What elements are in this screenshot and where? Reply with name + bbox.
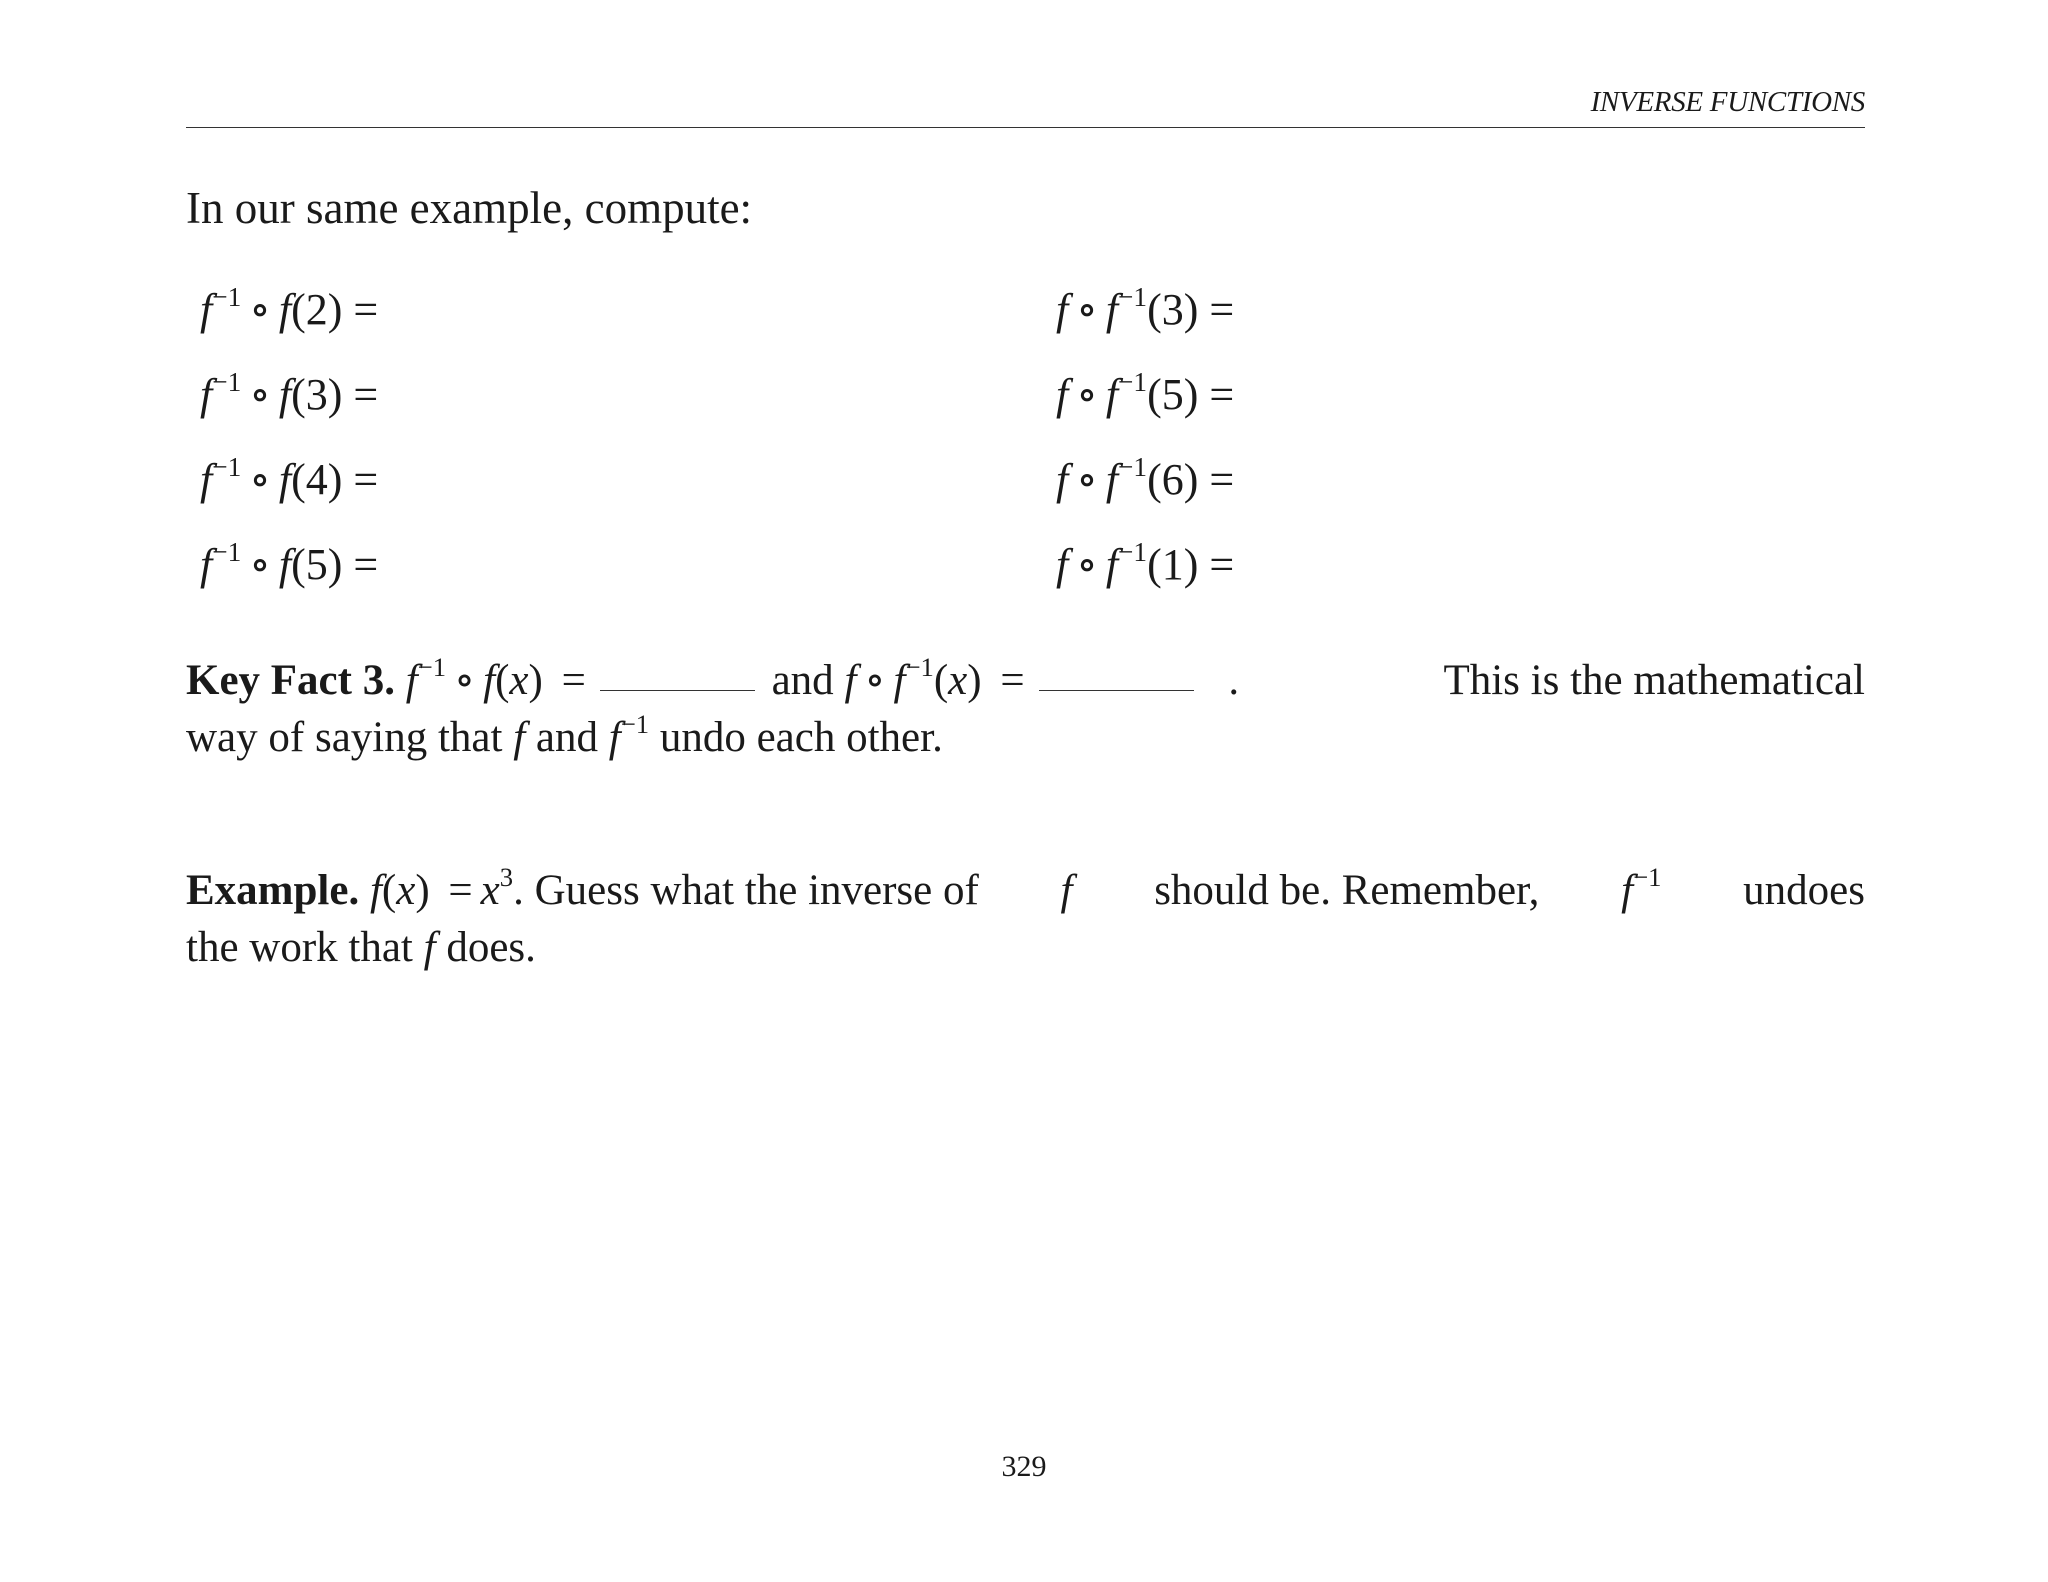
conjunction: and — [535, 714, 598, 761]
argument: (3) — [291, 370, 343, 419]
right-expression — [1056, 451, 1235, 505]
composition-symbol: ∘ — [249, 540, 271, 589]
function-symbol: f — [1056, 540, 1069, 589]
inverse-exponent: −1 — [1118, 536, 1148, 567]
inverse-exponent: −1 — [417, 652, 447, 683]
function-symbol: f — [200, 370, 213, 419]
example-text: should be. Remember, — [1154, 867, 1540, 914]
function-symbol: f — [278, 370, 292, 419]
composition-symbol: ∘ — [249, 455, 271, 504]
inverse-exponent: −1 — [212, 281, 242, 312]
equals-sign: = — [1000, 657, 1025, 704]
inverse-exponent: −1 — [620, 709, 650, 740]
left-expression — [200, 536, 379, 590]
function-symbol: f — [1105, 540, 1119, 589]
function-symbol: f — [423, 924, 436, 971]
key-fact-line-2 — [186, 709, 1865, 766]
inverse-exponent: −1 — [905, 652, 934, 683]
example-inverse — [1621, 862, 1661, 919]
key-fact-line-1 — [186, 652, 1865, 709]
intro-text: In our same example, compute: — [186, 183, 753, 233]
key-fact-tail: This is the mathematical — [1443, 657, 1865, 704]
composition-symbol: ∘ — [1076, 285, 1098, 334]
function-symbol: f — [1105, 370, 1119, 419]
close-paren: ) — [967, 657, 982, 704]
key-fact-text: undo each other. — [659, 714, 943, 761]
fill-in-blank-2 — [1039, 690, 1194, 691]
left-expression — [200, 451, 379, 505]
variable-x: x — [948, 657, 968, 704]
key-fact-statement — [186, 652, 1239, 709]
right-expression — [1056, 366, 1235, 420]
function-symbol: f — [844, 657, 857, 704]
left-expression — [200, 366, 379, 420]
right-expression — [1056, 281, 1235, 335]
open-paren: ( — [381, 867, 397, 914]
example-text: . Guess what the inverse of — [513, 867, 979, 914]
function-symbol: f — [1105, 455, 1119, 504]
example-line-2 — [186, 919, 1865, 976]
argument: (1) — [1147, 540, 1199, 589]
period: . — [1228, 657, 1240, 704]
variable-x: x — [509, 657, 529, 704]
function-symbol: f — [1105, 285, 1119, 334]
conjunction: and — [771, 657, 834, 704]
page-number: 329 — [1001, 1450, 1047, 1483]
function-symbol: f — [405, 657, 418, 704]
fill-in-blank-1 — [600, 690, 755, 691]
function-symbol: f — [483, 657, 496, 704]
inverse-exponent: −1 — [212, 451, 242, 482]
equals-sign: = — [353, 370, 379, 419]
argument: (4) — [291, 455, 343, 504]
composition-symbol: ∘ — [249, 285, 271, 334]
composition-symbol: ∘ — [1076, 455, 1098, 504]
cube-exponent: 3 — [499, 862, 514, 893]
composition-symbol: ∘ — [249, 370, 271, 419]
key-fact-text: way of saying that — [186, 714, 503, 761]
variable-x: x — [396, 867, 416, 914]
equals-sign: = — [353, 540, 379, 589]
close-paren: ) — [415, 867, 430, 914]
function-symbol: f — [1056, 455, 1069, 504]
equals-sign: = — [353, 455, 379, 504]
inverse-exponent: −1 — [1118, 451, 1148, 482]
function-symbol: f — [369, 867, 382, 914]
composition-symbol: ∘ — [864, 657, 886, 704]
equals-sign: = — [1209, 285, 1235, 334]
right-expression — [1056, 536, 1235, 590]
running-header: INVERSE FUNCTIONS — [1590, 86, 1865, 118]
equals-sign: = — [561, 657, 586, 704]
function-symbol: f — [1056, 370, 1069, 419]
function-symbol: f — [278, 455, 292, 504]
inverse-exponent: −1 — [1118, 366, 1148, 397]
example-text: does. — [446, 924, 536, 971]
composition-symbol: ∘ — [1076, 540, 1098, 589]
example-text: the work that — [186, 924, 413, 971]
function-symbol: f — [513, 714, 526, 761]
function-symbol: f — [1621, 867, 1634, 914]
inverse-exponent: −1 — [212, 366, 242, 397]
equals-sign: = — [1209, 540, 1235, 589]
function-symbol: f — [278, 285, 292, 334]
variable-x: x — [480, 867, 500, 914]
function-symbol: f — [200, 540, 213, 589]
example-start — [186, 862, 979, 919]
argument: (2) — [291, 285, 343, 334]
equals-sign: = — [448, 867, 473, 914]
argument: (5) — [1147, 370, 1199, 419]
function-symbol: f — [200, 285, 213, 334]
equals-sign: = — [1209, 455, 1235, 504]
composition-symbol: ∘ — [1076, 370, 1098, 419]
example-paragraph — [186, 862, 1865, 976]
example-line-1 — [186, 862, 1865, 919]
header-rule — [186, 127, 1865, 128]
open-paren: ( — [933, 657, 949, 704]
left-expression — [200, 281, 379, 335]
function-symbol: f — [608, 714, 621, 761]
composition-symbol: ∘ — [454, 657, 476, 704]
function-symbol: f — [893, 657, 906, 704]
key-fact-paragraph — [186, 652, 1865, 766]
inverse-exponent: −1 — [1118, 281, 1148, 312]
close-paren: ) — [528, 657, 543, 704]
function-symbol: f — [200, 455, 213, 504]
function-symbol: f — [1056, 285, 1069, 334]
equals-sign: = — [1209, 370, 1235, 419]
inverse-exponent: −1 — [1633, 862, 1662, 893]
key-fact-label: Key Fact 3. — [186, 657, 395, 704]
inverse-exponent: −1 — [212, 536, 242, 567]
example-text: undoes — [1743, 867, 1865, 914]
open-paren: ( — [495, 657, 510, 704]
example-label: Example. — [186, 867, 360, 914]
function-symbol: f — [1060, 867, 1073, 914]
equals-sign: = — [353, 285, 379, 334]
argument: (3) — [1147, 285, 1199, 334]
argument: (5) — [291, 540, 343, 589]
argument: (6) — [1147, 455, 1199, 504]
function-symbol: f — [278, 540, 292, 589]
